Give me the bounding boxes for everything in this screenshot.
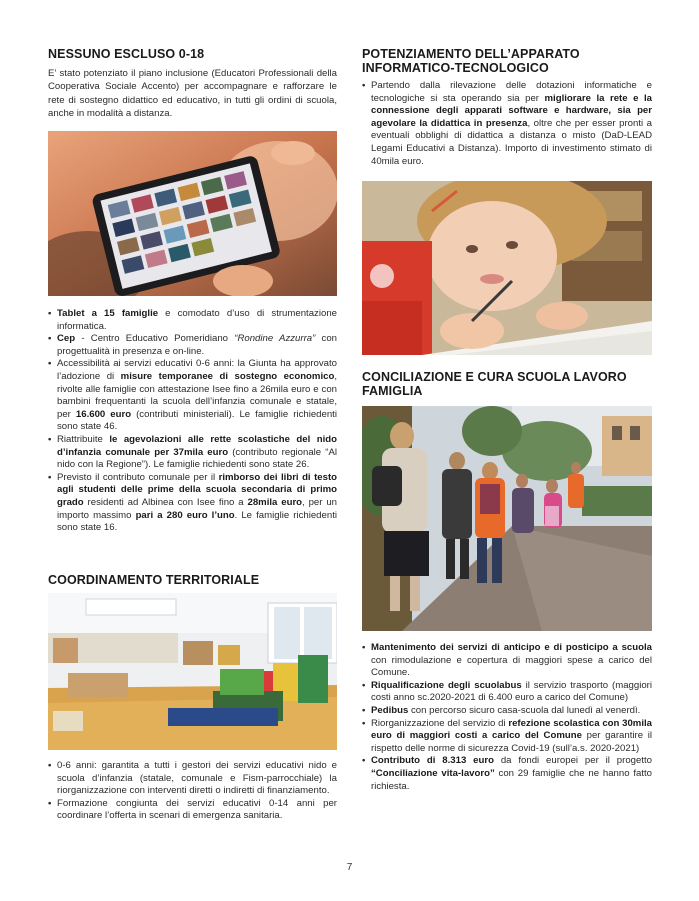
bullets-nessuno-escluso (48, 308, 337, 535)
bullets-potenziamento (362, 80, 652, 168)
list-item: • Contributo di 8.313 euro da fondi europei per il progetto “Conciliazione vita-lavoro” con 29 famiglie che ne hanno fatto richiesta. (362, 755, 652, 793)
section-title-coordinamento: COORDINAMENTO TERRITORIALE (48, 573, 260, 587)
tablet-photo (48, 131, 337, 296)
section-intro: E’ stato potenziato il piano inclusione (Educatori Professionali della Cooperativa Sociale Accento) per accompagnare e rafforzare le rete di sostegno didattico ed educativo, in tutti gli ordini di scuola, anche in modalità a distanza. (48, 68, 337, 120)
list-item: • Cep - Centro Educativo Pomeridiano “Rondine Azzurra” con progettualità in presenza e on-line. (48, 333, 337, 358)
list-item: • Mantenimento dei servizi di anticipo e di posticipo a scuola con rimodulazione e copertura di maggiori spese a carico del Comune. (362, 642, 652, 680)
list-item: • Pedibus con percorso sicuro casa-scuola dal lunedì al venerdì. (362, 705, 652, 718)
list-item: • Riorganizzazione del servizio di refezione scolastica con 30mila euro di maggiori costi a carico del Comune per garantire il rispetto delle norme di sicurezza Covid-19 (sull’a.s. 2020-2021) (362, 718, 652, 756)
child-drawing-photo (362, 181, 652, 355)
page-number: 7 (346, 862, 353, 873)
bullets-conciliazione (362, 642, 652, 793)
list-item: • Partendo dalla rilevazione delle dotazioni informatiche e tecnologiche si sta operando sia per migliorare la rete e la connessione degli apparati software e hardware, sia per agevolare la didattica in presenza, oltre che per esser pronti a eventuali obblighi di didattica a distanza o misto (DaD-LEAD Legami Educativi a Distanza). Importo di investimento stimato di 40mila euro. (362, 80, 652, 168)
classroom-photo (48, 593, 337, 750)
list-item: • Riattribuite le agevolazioni alle rette scolastiche del nido d’infanzia comunale per 37mila euro (contributo regionale “Al nido con la Regione”). Le famiglie richiedenti sono state 26. (48, 434, 337, 472)
section-title-potenziamento: POTENZIAMENTO DELL’APPARATO INFORMATICO-TECNOLOGICO (362, 47, 580, 75)
list-item: • 0-6 anni: garantita a tutti i gestori dei servizi educativi nido e scuola d’infanzia (statale, comunale e Fism-parrocchiale) la riorganizzazione con interventi diretti o indiretti di finanziamento. (48, 760, 337, 798)
pedibus-walk-photo (362, 406, 652, 631)
list-item: • Formazione congiunta dei servizi educativi 0-14 anni per coordinare l’offerta in scenari di emergenza sanitaria. (48, 798, 337, 823)
section-title-nessuno-escluso: NESSUNO ESCLUSO 0-18 (48, 47, 205, 61)
list-item: • Accessibilità ai servizi educativi 0-6 anni: la Giunta ha approvato l’adozione di misure temporanee di sostegno economico, rivolte alle famiglie con attestazione Isee fino a 26mila euro e con bambini frequentanti la scuola dell’infanzia comunale e statale, per 16.600 euro (contributi ministeriali). Le famiglie richiedenti sono state 46. (48, 358, 337, 434)
list-item: • Tablet a 15 famiglie e comodato d’uso di strumentazione informatica. (48, 308, 337, 333)
section-title-conciliazione: CONCILIAZIONE E CURA SCUOLA LAVORO FAMIGLIA (362, 370, 627, 398)
bullets-coordinamento (48, 760, 337, 823)
list-item: • Riqualificazione degli scuolabus il servizio trasporto (maggiori costi anno sc.2020-2021 di 6.400 euro a carico del Comune) (362, 680, 652, 705)
list-item: • Previsto il contributo comunale per il rimborso dei libri di testo agli studenti delle prime della scuola secondaria di primo grado residenti ad Albinea con Isee fino a 28mila euro, per un importo massimo pari a 280 euro l’uno. Le famiglie richiedenti sono state 16. (48, 472, 337, 535)
